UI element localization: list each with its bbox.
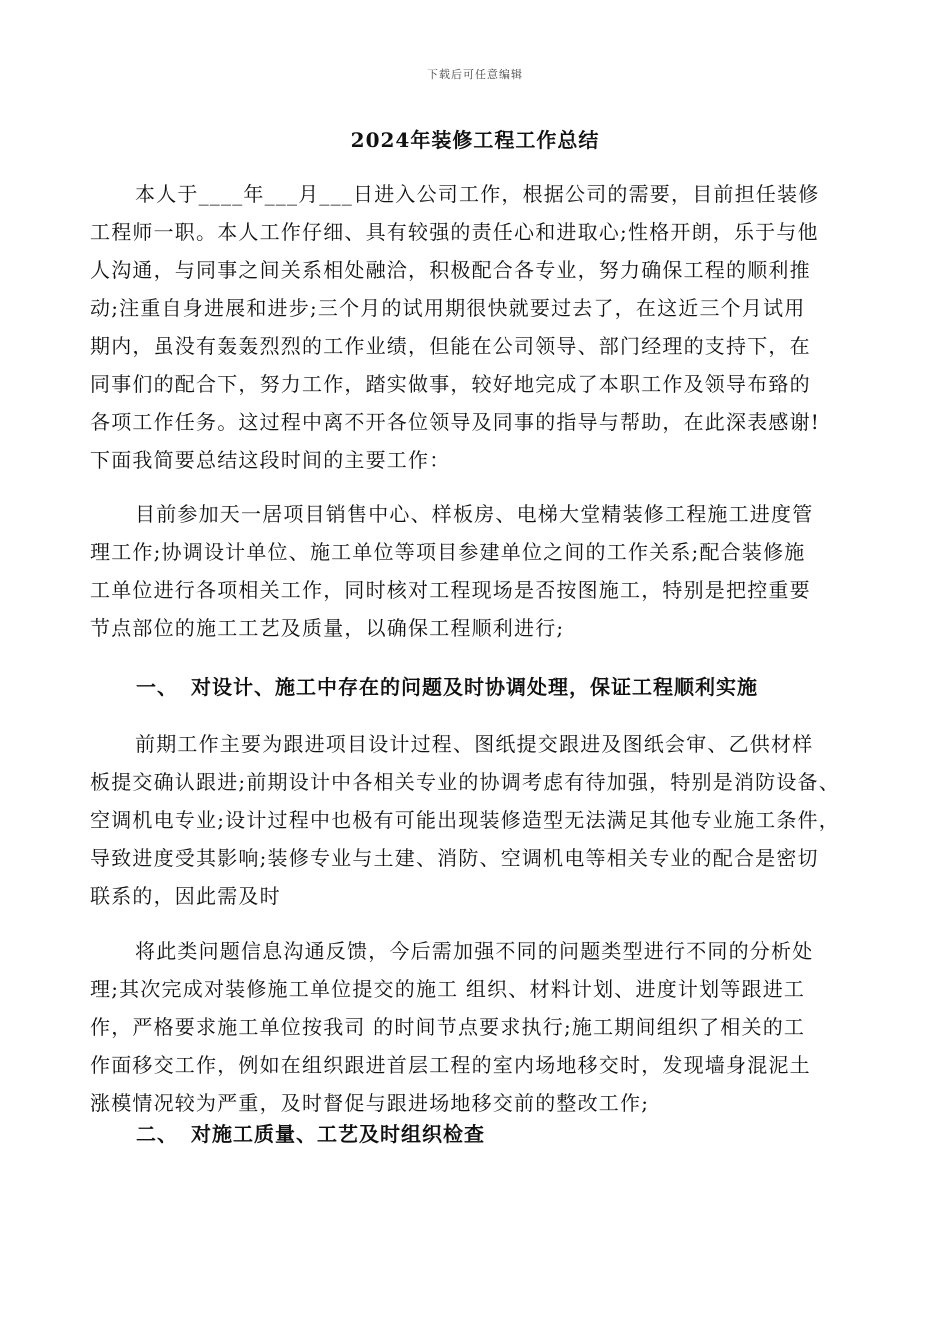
paragraph-line: 期内，虽没有轰轰烈烈的工作业绩，但能在公司领导、部门经理的支持下，在 — [90, 334, 811, 358]
section-heading-text: 对设计、施工中存在的问题及时协调处理，保证工程顺利实施 — [191, 675, 758, 699]
paragraph-line: 工程师一职。本人工作仔细、具有较强的责任心和进取心;性格开朗，乐于与他 — [90, 220, 819, 244]
paragraph-line: 人沟通，与同事之间关系相处融洽，积极配合各专业，努力确保工程的顺利推 — [90, 258, 811, 282]
paragraph-line: 同事们的配合下，努力工作，踏实做事，较好地完成了本职工作及领导布臵的 — [90, 372, 811, 396]
paragraph-line: 各项工作任务。这过程中离不开各位领导及同事的指导与帮助，在此深表感谢! — [90, 410, 821, 434]
paragraph-line: 节点部位的施工工艺及质量，以确保工程顺利进行; — [90, 616, 565, 640]
paragraph-line: 涨模情况较为严重，及时督促与跟进场地移交前的整改工作; — [90, 1091, 650, 1115]
section-number: 二、 — [136, 1122, 178, 1146]
paragraph-line: 工单位进行各项相关工作，同时核对工程现场是否按图施工，特别是把控重要 — [90, 578, 811, 602]
paragraph-line: 目前参加天一居项目销售中心、样板房、电梯大堂精装修工程施工进度管 — [135, 502, 814, 526]
paragraph-current-work — [90, 495, 860, 647]
paragraph-line: 导致进度受其影响;装修专业与土建、消防、空调机电等相关专业的配合是密切 — [90, 846, 819, 870]
paragraph-line: 理工作;协调设计单位、施工单位等项目参建单位之间的工作关系;配合装修施 — [90, 540, 806, 564]
paragraph-line: 下面我简要总结这段时间的主要工作： — [90, 448, 451, 472]
section-heading-1 — [136, 668, 866, 706]
watermark-text: 下载后可任意编辑 — [427, 68, 523, 81]
paragraph-intro — [90, 175, 860, 479]
paragraph-line: 前期工作主要为跟进项目设计过程、图纸提交跟进及图纸会审、乙供材样 — [135, 732, 814, 756]
paragraph-line: 动;注重自身进展和进步;三个月的试用期很快就要过去了，在这近三个月试用 — [90, 296, 806, 320]
section-number: 一、 — [136, 675, 178, 699]
paragraph-line: 板提交确认跟进;前期设计中各相关专业的协调考虑有待加强，特别是消防设备、 — [90, 770, 840, 794]
paragraph-line: 作面移交工作，例如在组织跟进首层工程的室内场地移交时，发现墙身混泥土 — [90, 1053, 811, 1077]
section-heading-text: 对施工质量、工艺及时组织检查 — [191, 1122, 485, 1146]
paragraph-line: 联系的，因此需及时 — [90, 884, 281, 908]
document-title: 2024年装修工程工作总结 — [350, 128, 600, 152]
paragraph-early-work — [90, 725, 860, 915]
paragraph-feedback — [90, 932, 860, 1122]
paragraph-line: 作，严格要求施工单位按我司 的时间节点要求执行;施工期间组织了相关的工 — [90, 1015, 806, 1039]
paragraph-line: 将此类问题信息沟通反馈，今后需加强不同的问题类型进行不同的分析处 — [135, 939, 814, 963]
paragraph-line: 本人于____年___月___日进入公司工作，根据公司的需要，目前担任装修 — [135, 182, 820, 206]
paragraph-line: 空调机电专业;设计过程中也极有可能出现装修造型无法满足其他专业施工条件， — [90, 808, 840, 832]
paragraph-line: 理;其次完成对装修施工单位提交的施工 组织、材料计划、进度计划等跟进工 — [90, 977, 806, 1001]
section-heading-2 — [136, 1115, 866, 1153]
